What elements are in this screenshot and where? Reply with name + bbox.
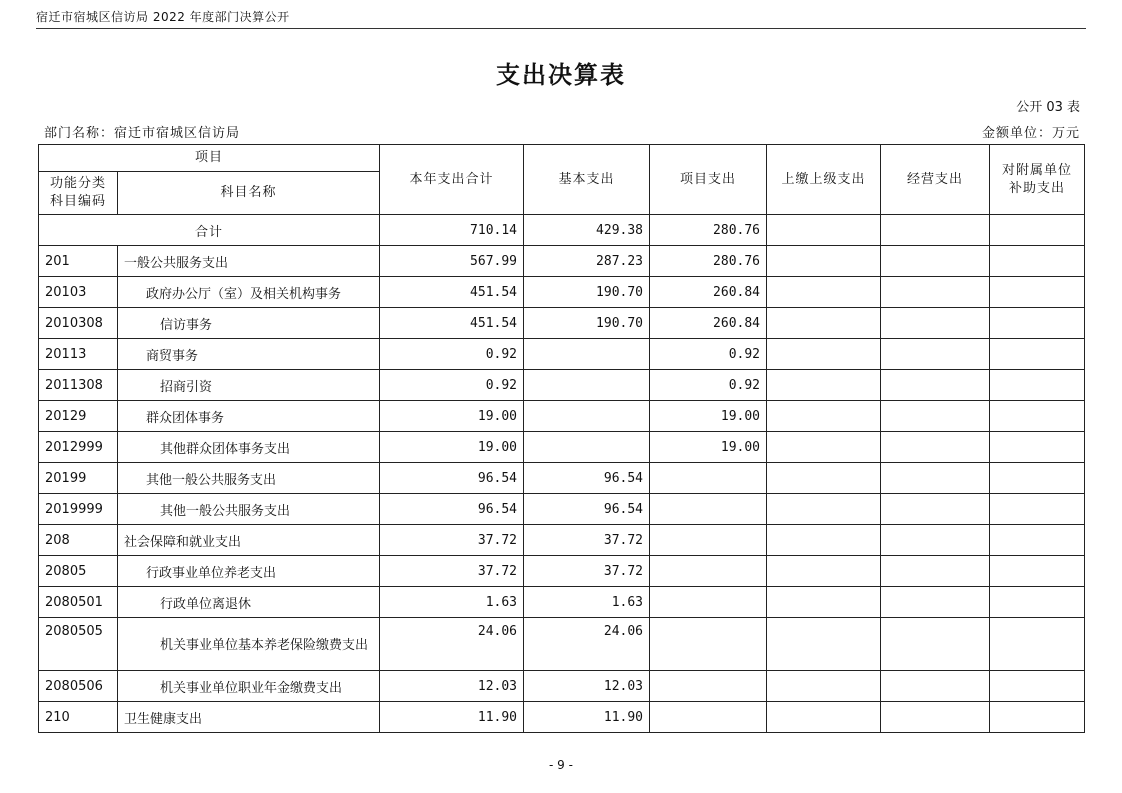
row-project bbox=[650, 702, 767, 733]
row-subsidy bbox=[990, 308, 1085, 339]
row-subsidy bbox=[990, 339, 1085, 370]
row-name: 卫生健康支出 bbox=[118, 702, 380, 733]
row-code: 208 bbox=[39, 525, 118, 556]
row-code: 2019999 bbox=[39, 494, 118, 525]
row-subsidy bbox=[990, 618, 1085, 671]
row-project: 0.92 bbox=[650, 339, 767, 370]
table-row bbox=[39, 525, 1085, 556]
row-total: 451.54 bbox=[380, 308, 524, 339]
row-total: 0.92 bbox=[380, 339, 524, 370]
header-upper: 上缴上级支出 bbox=[767, 145, 881, 215]
header-rule bbox=[36, 28, 1086, 29]
row-name: 商贸事务 bbox=[118, 339, 380, 370]
row-name: 政府办公厅（室）及相关机构事务 bbox=[118, 277, 380, 308]
row-name: 其他一般公共服务支出 bbox=[118, 463, 380, 494]
row-basic: 190.70 bbox=[524, 308, 650, 339]
total-amount: 710.14 bbox=[380, 215, 524, 246]
row-project: 0.92 bbox=[650, 370, 767, 401]
amount-unit: 金额单位：万元 bbox=[981, 126, 1080, 141]
row-code: 2080505 bbox=[39, 618, 118, 671]
row-name: 行政单位离退休 bbox=[118, 587, 380, 618]
row-subsidy bbox=[990, 494, 1085, 525]
header-project: 项目 bbox=[39, 145, 380, 172]
row-business bbox=[881, 525, 990, 556]
row-total: 37.72 bbox=[380, 556, 524, 587]
row-business bbox=[881, 277, 990, 308]
row-basic: 190.70 bbox=[524, 277, 650, 308]
row-code: 20103 bbox=[39, 277, 118, 308]
row-total: 19.00 bbox=[380, 401, 524, 432]
row-business bbox=[881, 618, 990, 671]
row-code: 20805 bbox=[39, 556, 118, 587]
row-name: 其他一般公共服务支出 bbox=[118, 494, 380, 525]
row-project bbox=[650, 556, 767, 587]
row-upper bbox=[767, 556, 881, 587]
row-name: 群众团体事务 bbox=[118, 401, 380, 432]
row-total: 96.54 bbox=[380, 494, 524, 525]
row-subsidy bbox=[990, 432, 1085, 463]
row-total: 96.54 bbox=[380, 463, 524, 494]
row-name: 机关事业单位职业年金缴费支出 bbox=[118, 671, 380, 702]
row-name: 社会保障和就业支出 bbox=[118, 525, 380, 556]
row-project: 19.00 bbox=[650, 401, 767, 432]
row-subsidy bbox=[990, 525, 1085, 556]
row-basic bbox=[524, 370, 650, 401]
row-basic: 12.03 bbox=[524, 671, 650, 702]
table-row bbox=[39, 339, 1085, 370]
row-project bbox=[650, 494, 767, 525]
row-code: 20199 bbox=[39, 463, 118, 494]
row-business bbox=[881, 246, 990, 277]
row-total: 24.06 bbox=[380, 618, 524, 671]
row-upper bbox=[767, 277, 881, 308]
row-upper bbox=[767, 463, 881, 494]
row-project bbox=[650, 525, 767, 556]
row-upper bbox=[767, 671, 881, 702]
row-name: 招商引资 bbox=[118, 370, 380, 401]
page-title: 支出决算表 bbox=[496, 61, 626, 89]
row-upper bbox=[767, 370, 881, 401]
row-upper bbox=[767, 587, 881, 618]
page-number: - 9 - bbox=[549, 758, 573, 772]
row-project: 280.76 bbox=[650, 246, 767, 277]
table-row bbox=[39, 587, 1085, 618]
expenditure-table bbox=[38, 144, 1085, 733]
row-code: 201 bbox=[39, 246, 118, 277]
row-basic bbox=[524, 339, 650, 370]
table-row bbox=[39, 246, 1085, 277]
row-code: 210 bbox=[39, 702, 118, 733]
row-code: 2080506 bbox=[39, 671, 118, 702]
row-code: 20113 bbox=[39, 339, 118, 370]
row-name: 一般公共服务支出 bbox=[118, 246, 380, 277]
header-name: 科目名称 bbox=[118, 172, 380, 215]
header-basic: 基本支出 bbox=[524, 145, 650, 215]
row-subsidy bbox=[990, 556, 1085, 587]
total-business bbox=[881, 215, 990, 246]
row-upper bbox=[767, 618, 881, 671]
row-basic: 37.72 bbox=[524, 556, 650, 587]
total-subsidy bbox=[990, 215, 1085, 246]
row-total: 12.03 bbox=[380, 671, 524, 702]
row-name: 机关事业单位基本养老保险缴费支出 bbox=[118, 618, 380, 671]
row-subsidy bbox=[990, 702, 1085, 733]
row-total: 567.99 bbox=[380, 246, 524, 277]
table-row bbox=[39, 370, 1085, 401]
row-business bbox=[881, 702, 990, 733]
header-code: 功能分类科目编码 bbox=[39, 172, 118, 215]
row-code: 2011308 bbox=[39, 370, 118, 401]
row-basic bbox=[524, 401, 650, 432]
row-total: 11.90 bbox=[380, 702, 524, 733]
row-project bbox=[650, 618, 767, 671]
row-project bbox=[650, 463, 767, 494]
row-upper bbox=[767, 401, 881, 432]
row-name: 其他群众团体事务支出 bbox=[118, 432, 380, 463]
header-business: 经营支出 bbox=[881, 145, 990, 215]
row-name: 信访事务 bbox=[118, 308, 380, 339]
row-subsidy bbox=[990, 277, 1085, 308]
total-upper bbox=[767, 215, 881, 246]
header-total: 本年支出合计 bbox=[380, 145, 524, 215]
row-business bbox=[881, 494, 990, 525]
row-business bbox=[881, 671, 990, 702]
row-project: 260.84 bbox=[650, 308, 767, 339]
row-business bbox=[881, 401, 990, 432]
row-project: 19.00 bbox=[650, 432, 767, 463]
row-business bbox=[881, 308, 990, 339]
table-row bbox=[39, 463, 1085, 494]
table-row bbox=[39, 432, 1085, 463]
row-business bbox=[881, 463, 990, 494]
row-basic: 96.54 bbox=[524, 463, 650, 494]
row-total: 19.00 bbox=[380, 432, 524, 463]
row-subsidy bbox=[990, 246, 1085, 277]
row-basic: 37.72 bbox=[524, 525, 650, 556]
row-basic: 24.06 bbox=[524, 618, 650, 671]
table-row bbox=[39, 671, 1085, 702]
row-total: 1.63 bbox=[380, 587, 524, 618]
total-row bbox=[39, 215, 1085, 246]
table-row bbox=[39, 494, 1085, 525]
row-upper bbox=[767, 308, 881, 339]
table-row bbox=[39, 556, 1085, 587]
row-upper bbox=[767, 432, 881, 463]
row-subsidy bbox=[990, 671, 1085, 702]
row-code: 2080501 bbox=[39, 587, 118, 618]
total-project: 280.76 bbox=[650, 215, 767, 246]
row-project: 260.84 bbox=[650, 277, 767, 308]
row-basic: 11.90 bbox=[524, 702, 650, 733]
row-upper bbox=[767, 525, 881, 556]
row-basic: 1.63 bbox=[524, 587, 650, 618]
row-code: 20129 bbox=[39, 401, 118, 432]
row-subsidy bbox=[990, 370, 1085, 401]
row-subsidy bbox=[990, 587, 1085, 618]
row-code: 2012999 bbox=[39, 432, 118, 463]
row-business bbox=[881, 556, 990, 587]
header-project-expenditure: 项目支出 bbox=[650, 145, 767, 215]
row-subsidy bbox=[990, 401, 1085, 432]
table-number: 公开 03 表 bbox=[1016, 100, 1080, 115]
total-basic: 429.38 bbox=[524, 215, 650, 246]
row-project bbox=[650, 671, 767, 702]
row-total: 0.92 bbox=[380, 370, 524, 401]
row-subsidy bbox=[990, 463, 1085, 494]
row-business bbox=[881, 370, 990, 401]
row-upper bbox=[767, 702, 881, 733]
table-row bbox=[39, 618, 1085, 671]
table-row bbox=[39, 277, 1085, 308]
department-name: 部门名称：宿迁市宿城区信访局 bbox=[44, 126, 241, 141]
row-business bbox=[881, 432, 990, 463]
row-upper bbox=[767, 339, 881, 370]
row-basic: 96.54 bbox=[524, 494, 650, 525]
row-basic bbox=[524, 432, 650, 463]
running-header: 宿迁市宿城区信访局 2022 年度部门决算公开 bbox=[36, 10, 290, 24]
row-name: 行政事业单位养老支出 bbox=[118, 556, 380, 587]
header-subsidy: 对附属单位补助支出 bbox=[990, 145, 1085, 215]
row-upper bbox=[767, 246, 881, 277]
row-business bbox=[881, 339, 990, 370]
row-business bbox=[881, 587, 990, 618]
table-row bbox=[39, 702, 1085, 733]
header-row-1 bbox=[39, 145, 1085, 172]
table-row bbox=[39, 401, 1085, 432]
row-code: 2010308 bbox=[39, 308, 118, 339]
row-total: 37.72 bbox=[380, 525, 524, 556]
row-upper bbox=[767, 494, 881, 525]
table-row bbox=[39, 308, 1085, 339]
row-total: 451.54 bbox=[380, 277, 524, 308]
total-label: 合计 bbox=[39, 215, 380, 246]
row-project bbox=[650, 587, 767, 618]
row-basic: 287.23 bbox=[524, 246, 650, 277]
